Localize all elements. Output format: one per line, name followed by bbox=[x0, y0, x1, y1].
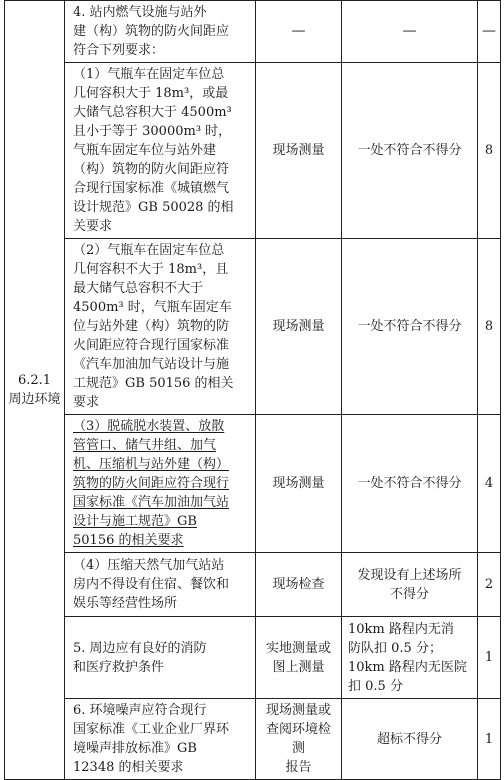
item-text-line: 最大储气总容积不大于 bbox=[73, 281, 204, 296]
table-row bbox=[5, 239, 501, 415]
scoring-cell bbox=[342, 553, 478, 617]
scoring-text-line: 防队扣 0.5 分； bbox=[348, 640, 442, 656]
category-name: 周边环境 bbox=[8, 392, 61, 407]
item-text-line: 国家标准《工业企业厂界环 bbox=[73, 722, 230, 737]
item-text-line: 符合下列要求： bbox=[73, 43, 165, 58]
table-row bbox=[5, 1, 501, 63]
points-cell: 1 bbox=[478, 699, 501, 780]
method-text-line: 图上测量 bbox=[272, 659, 325, 675]
item-text-line: （3）脱硫脱水装置、放散 bbox=[73, 419, 225, 434]
item-cell bbox=[65, 415, 256, 553]
item-text-line: 房内不得设有住宿、餐饮和 bbox=[73, 577, 230, 592]
item-text-line: 6. 环境噪声应符合现行 bbox=[73, 703, 207, 718]
item-text-line: 建（构）筑物的防火间距应 bbox=[73, 24, 230, 39]
scoring-text-line: 扣 0.5 分 bbox=[348, 678, 403, 694]
scoring-cell: 一处不符合不得分 bbox=[342, 415, 478, 553]
standard-table bbox=[4, 0, 501, 780]
item-text-line: 筑物的防火间距应符合现行 bbox=[73, 476, 230, 491]
scoring-cell: 超标不得分 bbox=[342, 699, 478, 780]
method-cell: — bbox=[256, 1, 342, 63]
method-text-line: 查阅环境检测 bbox=[265, 722, 331, 756]
item-text-line: 大储气总容积大于 4500m³ bbox=[73, 105, 232, 120]
item-text-line: 4. 站内燃气设施与站外 bbox=[73, 5, 207, 20]
item-text-line: 几何容积不大于 18m³，且 bbox=[73, 262, 229, 277]
item-text-line: （1）气瓶车在固定车位总 bbox=[73, 67, 225, 82]
item-text-line: 位与站外建（构）筑物的防 bbox=[73, 319, 230, 334]
item-cell bbox=[65, 239, 256, 415]
points-cell: — bbox=[478, 1, 501, 63]
item-text-line: （构）筑物的防火间距应符 bbox=[73, 162, 230, 177]
item-cell bbox=[65, 1, 256, 63]
item-text-line: 国家标准《汽车加油加气站 bbox=[73, 495, 230, 510]
item-cell bbox=[65, 553, 256, 617]
item-text-line: 且小于等于 30000m³ 时， bbox=[73, 124, 232, 139]
item-text-line: 管管口、储气井组、加气 bbox=[73, 438, 217, 453]
table-row bbox=[5, 699, 501, 780]
item-text-line: 设计规范》GB 50028 的相 bbox=[73, 200, 234, 215]
item-text-line: （2）气瓶车在固定车位总 bbox=[73, 243, 225, 258]
scoring-cell: — bbox=[342, 1, 478, 63]
scoring-text-line: 10km 路程内无消 bbox=[348, 621, 454, 637]
points-cell: 4 bbox=[478, 415, 501, 553]
scoring-cell bbox=[342, 617, 478, 699]
item-cell bbox=[65, 63, 256, 239]
scoring-text-line: 10km 路程内无医院 bbox=[348, 659, 467, 675]
method-cell bbox=[256, 699, 342, 780]
item-text-line: 工规范》GB 50156 的相关 bbox=[73, 376, 234, 391]
item-text-line: 设计与施工规范》GB bbox=[73, 514, 197, 529]
scoring-text-line: 不得分 bbox=[389, 586, 429, 602]
table-row bbox=[5, 617, 501, 699]
points-cell: 8 bbox=[478, 63, 501, 239]
table-row bbox=[5, 553, 501, 617]
item-text-line: 境噪声排放标准》GB bbox=[73, 741, 197, 756]
item-cell bbox=[65, 617, 256, 699]
method-text-line: 现场测量或 bbox=[265, 703, 331, 718]
item-cell bbox=[65, 699, 256, 780]
points-cell: 2 bbox=[478, 553, 501, 617]
item-text-line: 《汽车加油加气站设计与施 bbox=[73, 357, 230, 372]
method-cell: 现场检查 bbox=[256, 553, 342, 617]
method-cell: 现场测量 bbox=[256, 415, 342, 553]
item-text-line: （4）压缩天然气加气站站 bbox=[73, 558, 225, 573]
points-cell: 1 bbox=[478, 617, 501, 699]
method-cell: 现场测量 bbox=[256, 239, 342, 415]
item-text-line: 关要求 bbox=[73, 219, 113, 234]
scoring-text-line: 发现设有上述场所 bbox=[357, 567, 462, 583]
item-text-line: 5. 周边应有良好的消防 bbox=[73, 640, 207, 656]
item-text-line: 火间距应符合现行国家标准 bbox=[73, 338, 230, 353]
scoring-cell: 一处不符合不得分 bbox=[342, 63, 478, 239]
table-row bbox=[5, 415, 501, 553]
item-text-line: 50156 的相关要求 bbox=[73, 533, 184, 548]
method-cell: 现场测量 bbox=[256, 63, 342, 239]
item-text-line: 要求 bbox=[73, 395, 100, 410]
method-text-line: 实地测量或 bbox=[265, 640, 331, 656]
scoring-cell: 一处不符合不得分 bbox=[342, 239, 478, 415]
points-cell: 8 bbox=[478, 239, 501, 415]
item-text-line: 合现行国家标准《城镇燃气 bbox=[73, 181, 230, 196]
item-text-line: 12348 的相关要求 bbox=[73, 760, 184, 775]
item-text-line: 和医疗救护条件 bbox=[73, 659, 165, 675]
table-row bbox=[5, 63, 501, 239]
method-text-line: 报告 bbox=[285, 760, 312, 775]
item-text-line: 4500m³ 时，气瓶车固定车 bbox=[73, 300, 232, 315]
category-cell bbox=[5, 1, 65, 780]
method-cell bbox=[256, 617, 342, 699]
item-text-line: 机、压缩机与站外建（构） bbox=[73, 457, 230, 472]
item-text-line: 几何容积大于 18m³，或最 bbox=[73, 86, 229, 101]
item-text-line: 娱乐等经营性场所 bbox=[73, 596, 178, 611]
category-code: 6.2.1 bbox=[17, 373, 52, 388]
item-text-line: 气瓶车固定车位与站外建 bbox=[73, 143, 217, 158]
